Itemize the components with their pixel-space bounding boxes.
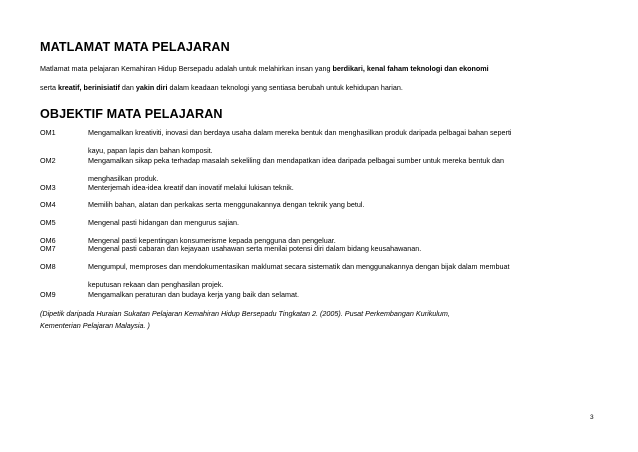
objective-text: Mengenal pasti kepentingan konsumerisme kepada pengguna dan pengeluar.: [88, 236, 336, 245]
objective-code: OM3: [40, 183, 56, 192]
objective-text: Mengamalkan kreativiti, inovasi dan berdaya usaha dalam mereka bentuk dan menghasilkan produk daripada pelbagai bahan seperti: [88, 128, 512, 137]
objective-text: Mengenal pasti hidangan dan mengurus sajian.: [88, 218, 240, 227]
objective-code: OM2: [40, 156, 56, 165]
objective-code: OM7: [40, 244, 56, 253]
objective-text: Mengamalkan peraturan dan budaya kerja yang baik dan selamat.: [88, 290, 299, 299]
matlamat-line2-text1: serta: [40, 83, 58, 92]
objective-text: Mengumpul, memproses dan mendokumentasikan maklumat secara sistematik dan menggunakannya dengan bijak dalam membuat: [88, 262, 510, 271]
matlamat-heading: MATLAMAT MATA PELAJARAN: [40, 40, 230, 54]
objective-text: Mengamalkan sikap peka terhadap masalah sekeliling dan mendapatkan idea daripada pelbagai sumber untuk mereka bentuk dan: [88, 156, 504, 165]
objective-text: Memilih bahan, alatan dan perkakas serta menggunakannya dengan teknik yang betul.: [88, 200, 365, 209]
objective-code: OM6: [40, 236, 56, 245]
objective-code: OM1: [40, 128, 56, 137]
matlamat-line2-text3: dalam keadaan teknologi yang sentiasa berubah untuk kehidupan harian.: [167, 83, 403, 92]
objective-code: OM8: [40, 262, 56, 271]
matlamat-line1-bold: berdikari, kenal faham teknologi dan ekonomi: [332, 64, 489, 73]
objective-text-continued: kayu, papan lapis dan bahan komposit.: [88, 146, 213, 155]
objective-text: Menterjemah idea-idea kreatif dan inovatif melalui lukisan teknik.: [88, 183, 294, 192]
objective-text-continued: menghasilkan produk.: [88, 174, 159, 183]
source-citation-line1: (Dipetik daripada Huraian Sukatan Pelajaran Kemahiran Hidup Bersepadu Tingkatan 2. (2005). Pusat Perkembangan Kurikulum,: [40, 309, 450, 318]
matlamat-paragraph-line2: [40, 83, 600, 92]
page-number: 3: [590, 414, 594, 421]
objective-text-continued: keputusan rekaan dan penghasilan projek.: [88, 280, 224, 289]
objective-code: OM9: [40, 290, 56, 299]
matlamat-line2-bold1: kreatif, berinisiatif: [57, 83, 120, 92]
source-citation-line2: Kementerian Pelajaran Malaysia. ): [40, 321, 150, 330]
matlamat-line1-text: Matlamat mata pelajaran Kemahiran Hidup Bersepadu adalah untuk melahirkan insan yang: [40, 64, 333, 73]
objektif-heading: OBJEKTIF MATA PELAJARAN: [40, 107, 223, 121]
matlamat-line2-bold2: yakin diri: [135, 83, 168, 92]
matlamat-paragraph-line1: [40, 64, 600, 73]
objective-text: Mengenal pasti cabaran dan kejayaan usahawan serta menilai potensi diri dalam bidang keusahawanan.: [88, 244, 422, 253]
objective-code: OM5: [40, 218, 56, 227]
matlamat-line2-text2: dan: [119, 83, 136, 92]
objective-code: OM4: [40, 200, 56, 209]
